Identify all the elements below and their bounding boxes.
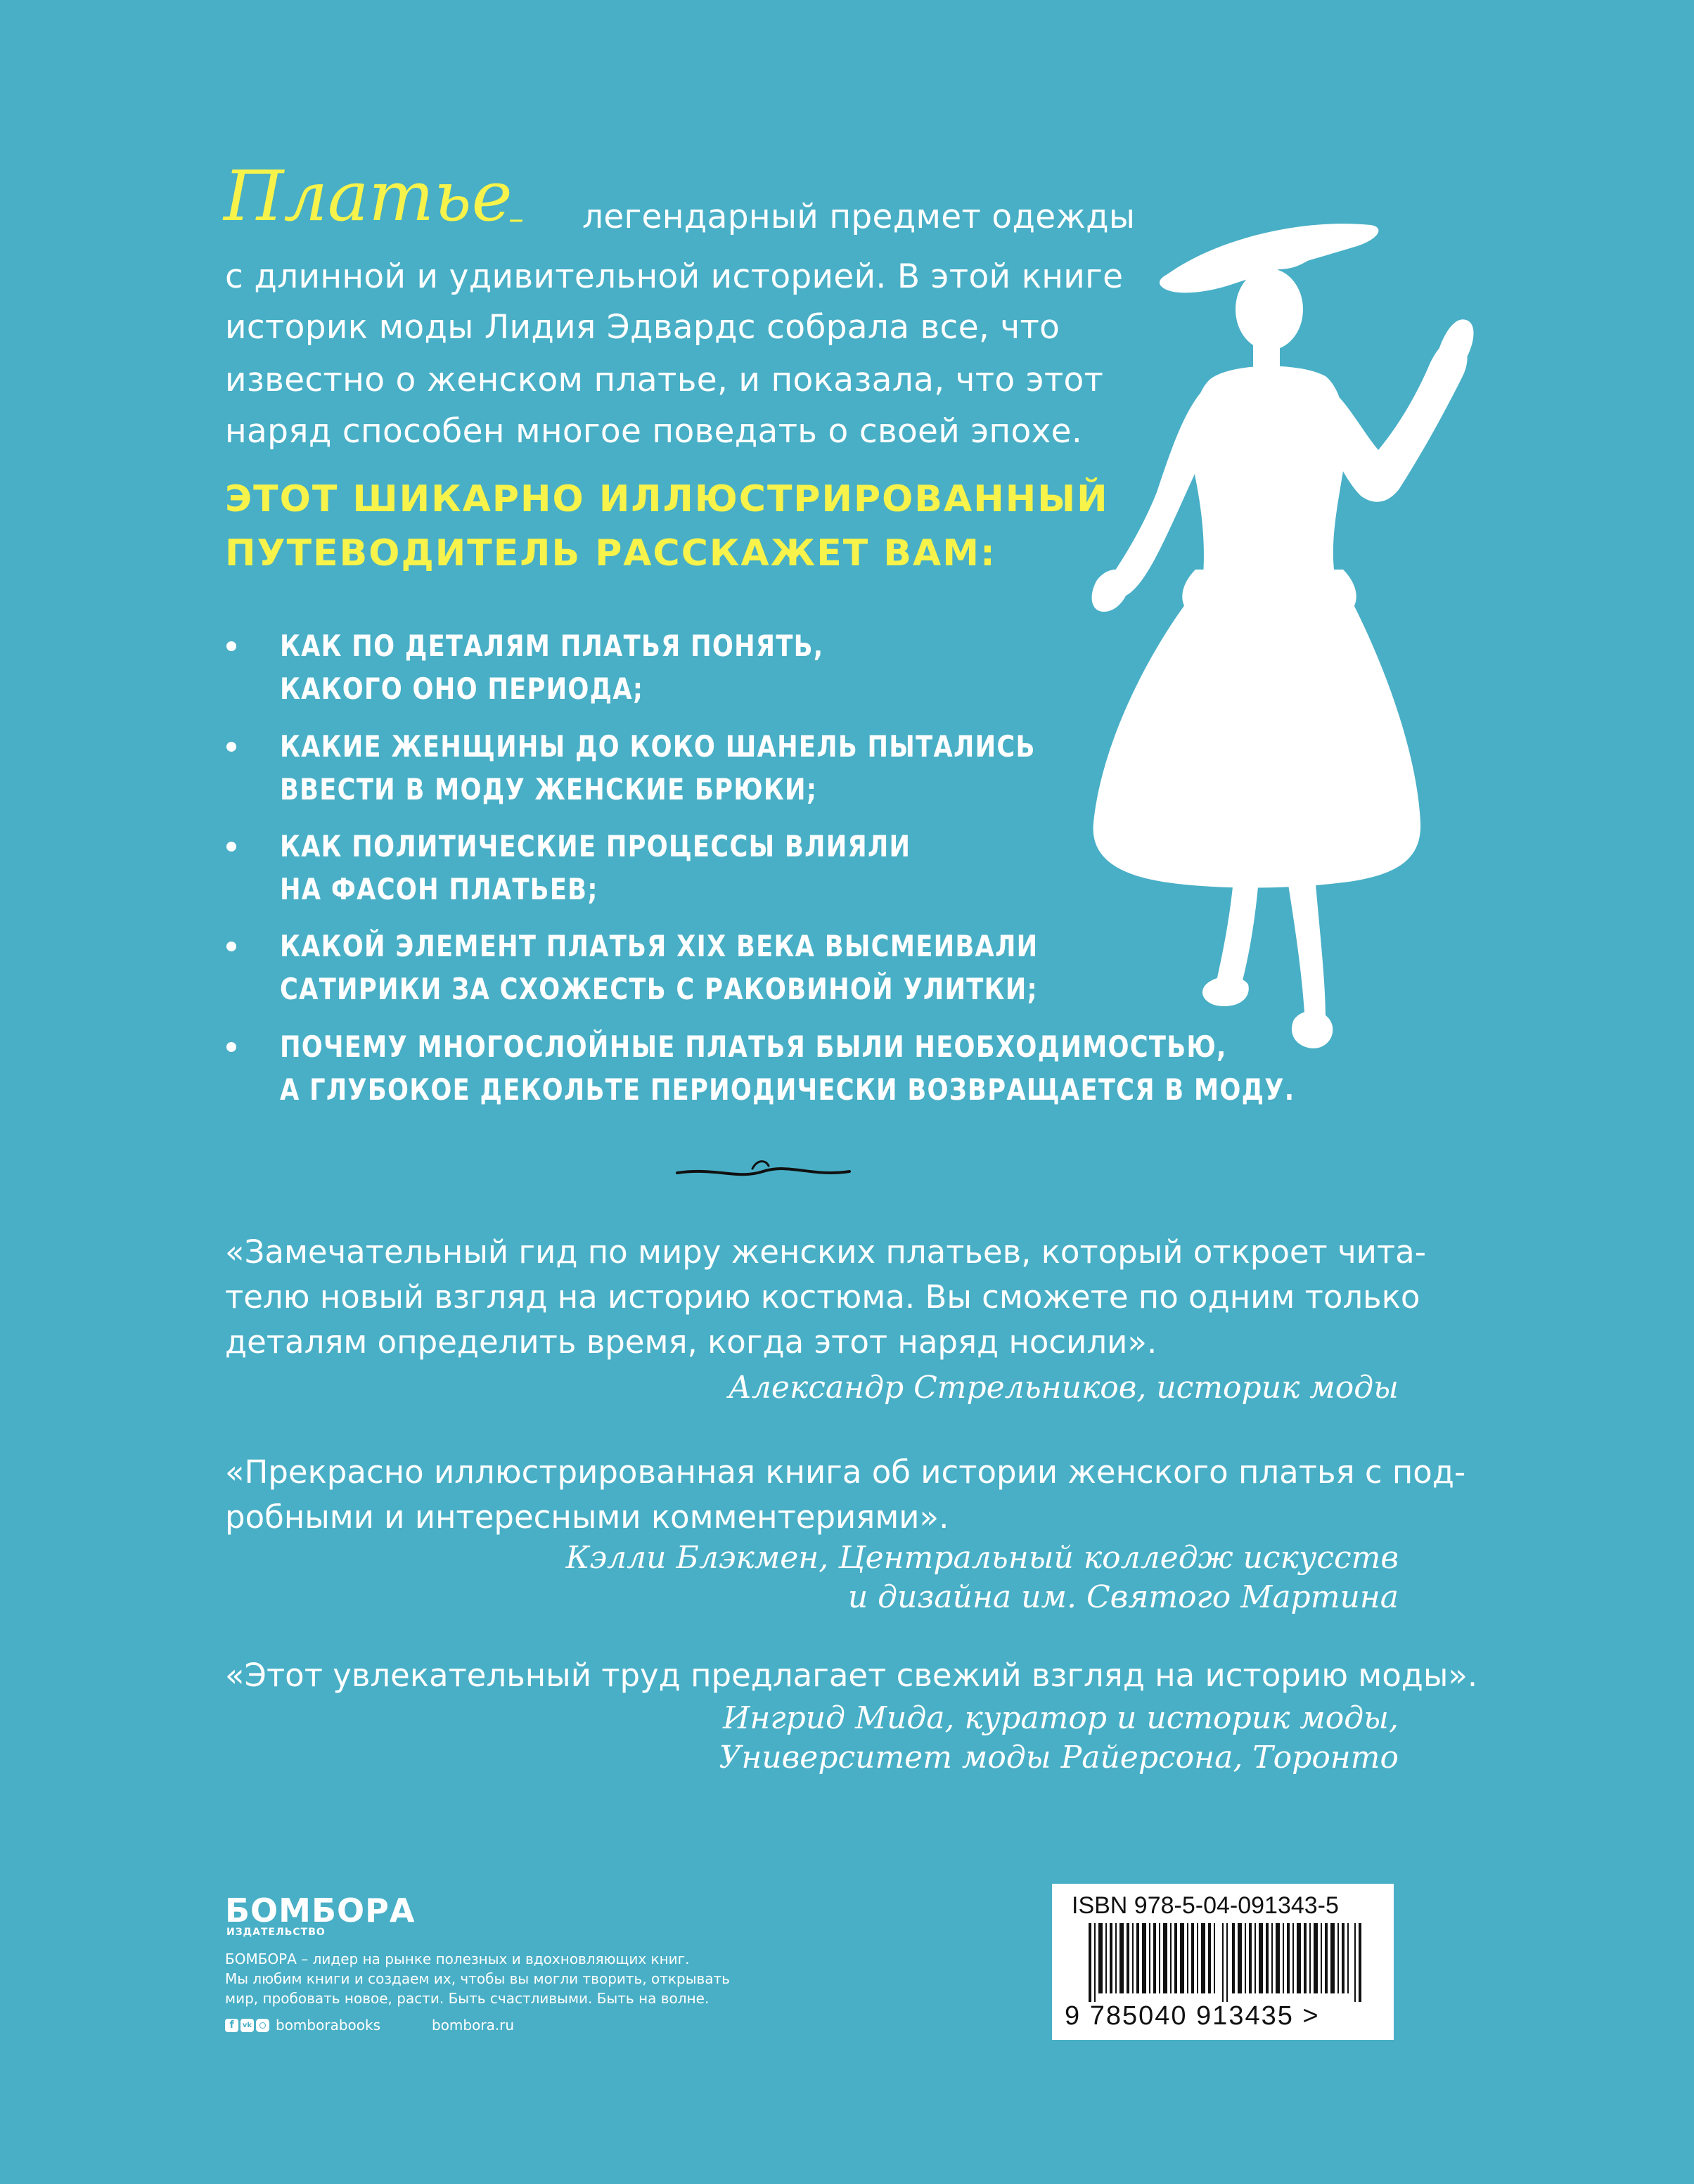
website-link[interactable]: bombora.ru	[432, 2017, 515, 2034]
quote-1-line-3: деталям определить время, когда этот наряд носили».	[225, 1323, 1157, 1361]
publisher-logo: БОМБОРА	[225, 1891, 416, 1929]
barcode-icon	[1089, 1923, 1370, 2002]
publisher-about-line-1: БОМБОРА – лидер на рынке полезных и вдохновляющих книг.	[225, 1951, 690, 1967]
quote-2-line-2: робными и интересными комментериями».	[225, 1498, 949, 1536]
bullet-dot	[226, 641, 236, 651]
quote-1-line-1: «Замечательный гид по миру женских платьев, который откроет чита-	[225, 1233, 1426, 1271]
bullet-line: А ГЛУБОКОЕ ДЕКОЛЬТЕ ПЕРИОДИЧЕСКИ ВОЗВРАЩАЕТСЯ В МОДУ.	[280, 1072, 1295, 1107]
quote-2-author-line-1: Кэлли Блэкмен, Центральный колледж искусств	[565, 1540, 1399, 1576]
bullet-line: КАКИЕ ЖЕНЩИНЫ ДО КОКО ШАНЕЛЬ ПЫТАЛИСЬ	[280, 729, 1036, 764]
ornament-divider-icon	[674, 1153, 853, 1188]
facebook-icon[interactable]: f	[225, 2019, 238, 2032]
bullet-line: ПОЧЕМУ МНОГОСЛОЙНЫЕ ПЛАТЬЯ БЫЛИ НЕОБХОДИМОСТЬЮ,	[280, 1029, 1227, 1064]
quote-3-author-line-1: Ингрид Мида, куратор и историк моды,	[723, 1700, 1399, 1736]
quote-3-author-line-2: Университет моды Райерсона, Торонто	[719, 1740, 1399, 1775]
publisher-about-line-3: мир, пробовать новое, расти. Быть счастливыми. Быть на волне.	[225, 1990, 710, 2007]
bullet-dot	[226, 842, 236, 852]
intro-line-4: известно о женском платье, и показала, что этот	[225, 361, 1104, 399]
quote-1-author: Александр Стрельников, историк моды	[728, 1370, 1399, 1406]
bullet-line: ВВЕСТИ В МОДУ ЖЕНСКИЕ БРЮКИ;	[280, 772, 818, 807]
isbn-text: ISBN 978-5-04-091343-5	[1072, 1892, 1339, 1919]
instagram-icon[interactable]	[256, 2019, 269, 2032]
intro-line-2: с длинной и удивительной историей. В этой книге	[225, 257, 1124, 296]
bullet-dot	[226, 742, 236, 752]
intro-line-5: наряд способен многое поведать о своей эпохе.	[225, 412, 1083, 451]
intro-title-word: Платье	[224, 157, 513, 237]
social-icons	[225, 2015, 269, 2035]
intro-line-1: легендарный предмет одежды	[582, 198, 1136, 236]
heading-line-1: ЭТОТ ШИКАРНО ИЛЛЮСТРИРОВАННЫЙ	[225, 478, 1109, 520]
vk-icon[interactable]: vk	[240, 2019, 254, 2032]
barcode-digits: 9 785040 913435 >	[1065, 2001, 1320, 2031]
barcode-box	[1052, 1884, 1394, 2040]
bullet-line: САТИРИКИ ЗА СХОЖЕСТЬ С РАКОВИНОЙ УЛИТКИ;	[280, 972, 1038, 1006]
bullet-line: КАКОЙ ЭЛЕМЕНТ ПЛАТЬЯ XIX ВЕКА ВЫСМЕИВАЛИ	[280, 929, 1039, 963]
quote-3-line-1: «Этот увлекательный труд предлагает свежий взгляд на историю моды».	[225, 1657, 1478, 1694]
bullet-line: КАК ПОЛИТИЧЕСКИЕ ПРОЦЕССЫ ВЛИЯЛИ	[280, 829, 911, 863]
quote-2-author-line-2: и дизайна им. Святого Мартина	[847, 1579, 1399, 1615]
quote-2-line-1: «Прекрасно иллюстрированная книга об истории женского платья с под-	[225, 1453, 1466, 1491]
quote-1-line-2: телю новый взгляд на историю костюма. Вы сможете по одним только	[225, 1278, 1420, 1316]
intro-dash: –	[508, 201, 524, 237]
bullet-line: КАКОГО ОНО ПЕРИОДА;	[280, 672, 644, 706]
social-handle[interactable]: bomborabooks	[276, 2017, 380, 2034]
bullet-line: НА ФАСОН ПЛАТЬЕВ;	[280, 872, 598, 906]
publisher-about-line-2: Мы любим книги и создаем их, чтобы вы могли творить, открывать	[225, 1970, 730, 1987]
bullet-line: КАК ПО ДЕТАЛЯМ ПЛАТЬЯ ПОНЯТЬ,	[280, 629, 824, 663]
bullet-dot	[226, 942, 236, 951]
woman-silhouette-illustration	[1006, 218, 1498, 1132]
publisher-subtitle: ИЗДАТЕЛЬСТВО	[226, 1927, 326, 1938]
heading-line-2: ПУТЕВОДИТЕЛЬ РАССКАЖЕТ ВАМ:	[225, 532, 996, 574]
intro-line-3: историк моды Лидия Эдвардс собрала все, что	[225, 308, 1060, 347]
bullet-dot	[226, 1042, 236, 1052]
